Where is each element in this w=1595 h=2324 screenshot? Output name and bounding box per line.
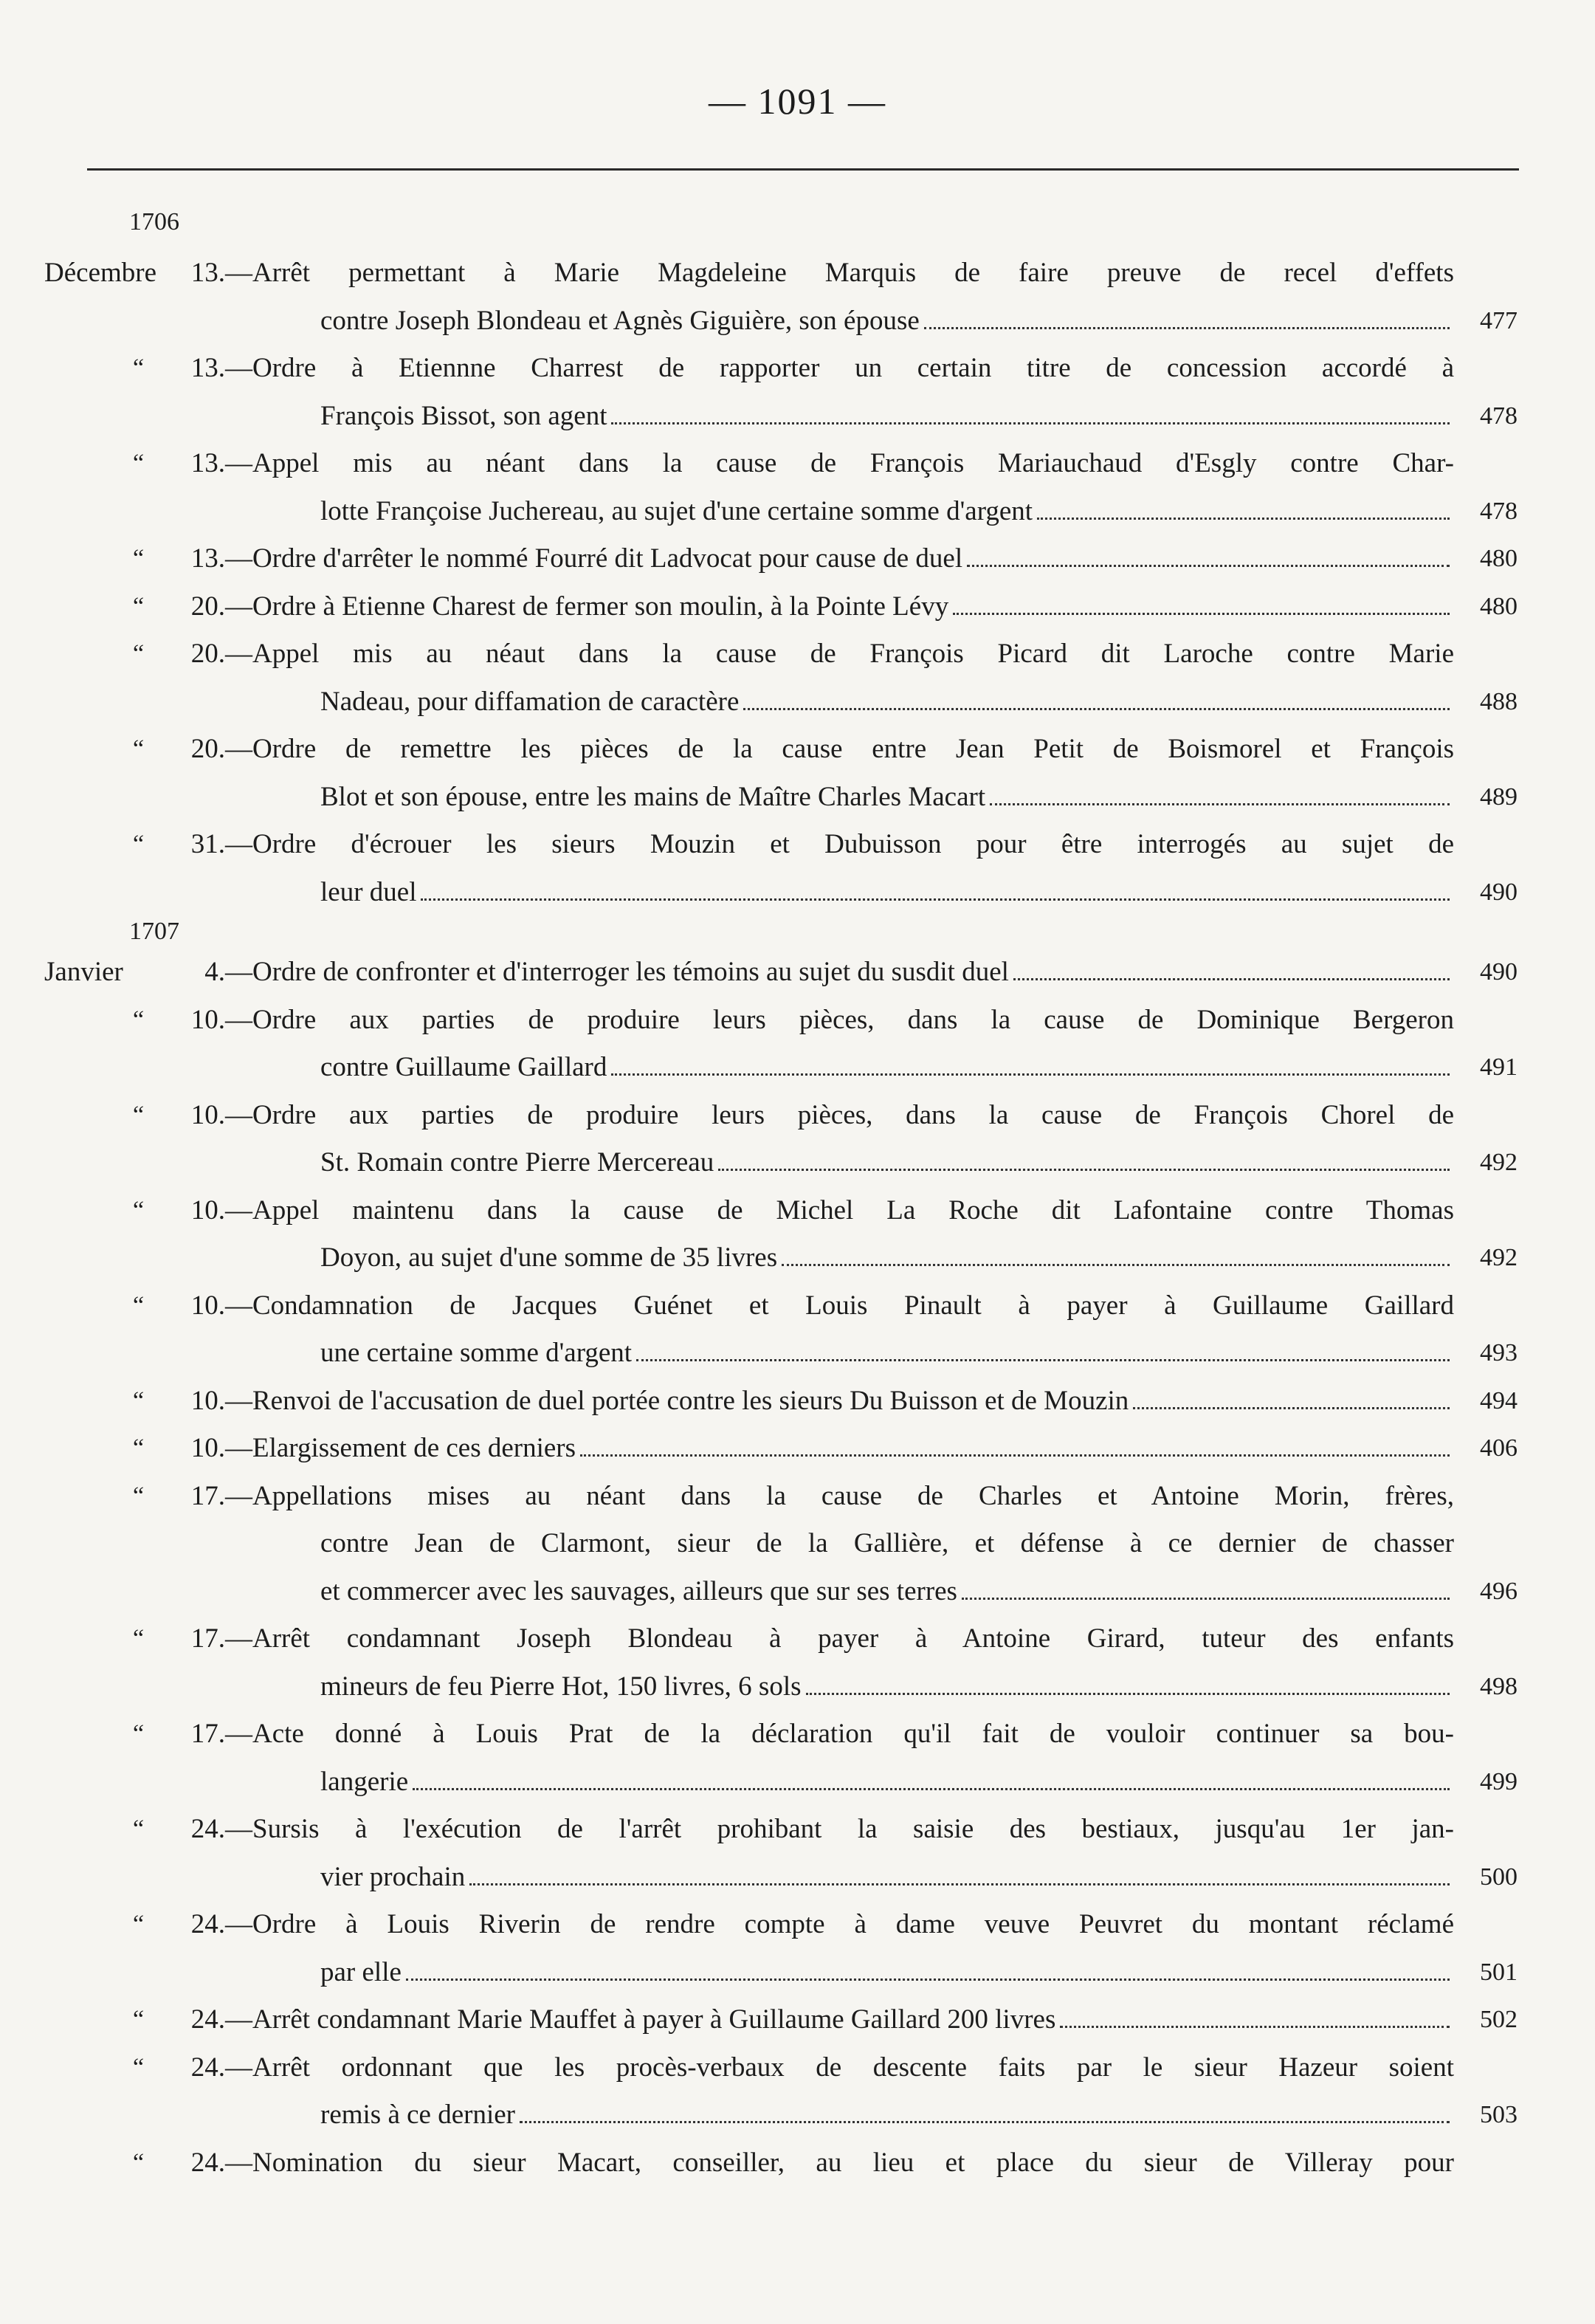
page-number: — 1091 — bbox=[709, 80, 886, 122]
entry-line bbox=[0, 537, 1595, 581]
dot-leader bbox=[718, 1169, 1450, 1171]
entry-month: Janvier bbox=[44, 957, 123, 987]
entry-text-leader bbox=[320, 1570, 1454, 1614]
entry-text-leader bbox=[225, 1426, 1454, 1471]
entry-line bbox=[0, 251, 1595, 295]
page-reference: 500 bbox=[1480, 1863, 1518, 1891]
entry-text: lotte Françoise Juchereau, au sujet d'une certaine somme d'argent bbox=[320, 495, 1033, 526]
ditto-mark: “ bbox=[133, 1482, 145, 1510]
entry-text-leader bbox=[320, 775, 1454, 819]
entry-text: Doyon, au sujet d'une somme de 35 livres bbox=[320, 1242, 778, 1273]
page-reference: 406 bbox=[1480, 1434, 1518, 1462]
page-reference: 503 bbox=[1480, 2101, 1518, 2128]
dot-leader bbox=[924, 327, 1450, 329]
page-reference: 492 bbox=[1480, 1149, 1518, 1176]
entry-text-leader bbox=[320, 1855, 1454, 1900]
entry-month: Décembre bbox=[44, 258, 157, 288]
entry-line bbox=[0, 1570, 1595, 1614]
entry-line bbox=[0, 822, 1595, 867]
entry-line bbox=[0, 998, 1595, 1042]
entry-line bbox=[0, 1045, 1595, 1090]
ditto-mark: “ bbox=[133, 1720, 145, 1747]
entry-text: St. Romain contre Pierre Mercereau bbox=[320, 1147, 714, 1178]
entry-text-leader bbox=[225, 950, 1454, 994]
entry-text: mineurs de feu Pierre Hot, 150 livres, 6 sols bbox=[320, 1671, 802, 1702]
entry-text: et commercer avec les sauvages, ailleurs que sur ses terres bbox=[320, 1575, 957, 1606]
entry-line bbox=[0, 1522, 1595, 1566]
entry-line bbox=[0, 950, 1595, 994]
dot-leader bbox=[1133, 1407, 1450, 1409]
entry-text-leader bbox=[320, 1331, 1454, 1375]
entry-line bbox=[0, 1855, 1595, 1900]
entry-line bbox=[0, 680, 1595, 724]
entry-text-leader bbox=[320, 1950, 1454, 1995]
ditto-mark: “ bbox=[133, 354, 145, 382]
entry-text: Nadeau, pour diffamation de caractère bbox=[320, 686, 740, 717]
header-rule bbox=[87, 168, 1519, 171]
entry-text-leader bbox=[320, 1760, 1454, 1804]
entry-line bbox=[0, 727, 1595, 771]
page-reference: 490 bbox=[1480, 958, 1518, 986]
page-reference: 498 bbox=[1480, 1672, 1518, 1700]
page-reference: 496 bbox=[1480, 1577, 1518, 1605]
entry-day: 10. bbox=[190, 1099, 225, 1130]
entry-text: —Ordre d'écrouer les sieurs Mouzin et Dubuisson pour être interrogés au sujet de bbox=[225, 829, 1454, 859]
entry-text-leader bbox=[320, 1141, 1454, 1185]
entry-line bbox=[0, 775, 1595, 819]
entry-line bbox=[0, 1760, 1595, 1804]
entry-text: —Ordre à Etienne Charest de fermer son moulin, à la Pointe Lévy bbox=[225, 591, 949, 622]
entry-text: —Sursis à l'exécution de l'arrêt prohibant la saisie des bestiaux, jusqu'au 1er jan- bbox=[225, 1814, 1454, 1844]
entry-day: 24. bbox=[190, 1814, 225, 1844]
year-label: 1706 bbox=[129, 208, 179, 236]
entry-line bbox=[0, 1284, 1595, 1328]
entry-day: 17. bbox=[190, 1480, 225, 1511]
entry-day: 24. bbox=[190, 2004, 225, 2035]
entry-text-leader bbox=[320, 489, 1454, 534]
dot-leader bbox=[1060, 2026, 1450, 2028]
ditto-mark: “ bbox=[133, 735, 145, 763]
entry-day: 31. bbox=[190, 829, 225, 859]
dot-leader bbox=[580, 1454, 1450, 1457]
dot-leader bbox=[611, 1073, 1450, 1076]
entry-text-leader bbox=[320, 299, 1454, 343]
page-reference: 480 bbox=[1480, 545, 1518, 572]
page-reference: 491 bbox=[1480, 1053, 1518, 1081]
page-reference: 494 bbox=[1480, 1386, 1518, 1414]
entry-line bbox=[0, 1236, 1595, 1280]
entry-text: François Bissot, son agent bbox=[320, 400, 607, 431]
dot-leader bbox=[520, 2121, 1450, 2123]
entry-text-leader bbox=[320, 2093, 1454, 2137]
page-reference: 490 bbox=[1480, 878, 1518, 906]
entry-day: 10. bbox=[190, 1433, 225, 1463]
entry-day: 20. bbox=[190, 591, 225, 622]
entry-line bbox=[0, 870, 1595, 915]
page-reference: 480 bbox=[1480, 592, 1518, 620]
dot-leader bbox=[806, 1693, 1450, 1695]
entry-text-leader bbox=[320, 394, 1454, 439]
dot-leader bbox=[611, 422, 1450, 424]
page-reference: 477 bbox=[1480, 306, 1518, 334]
entry-line bbox=[0, 299, 1595, 343]
entry-line bbox=[0, 1712, 1595, 1756]
entry-text: —Appellations mises au néant dans la cause de Charles et Antoine Morin, frères, bbox=[225, 1480, 1454, 1511]
ditto-mark: “ bbox=[133, 1911, 145, 1938]
dot-leader bbox=[962, 1598, 1450, 1600]
entry-text: —Condamnation de Jacques Guénet et Louis Pinault à payer à Guillaume Gaillard bbox=[225, 1290, 1454, 1321]
dot-leader bbox=[990, 803, 1450, 805]
ditto-mark: “ bbox=[133, 831, 145, 858]
ditto-mark: “ bbox=[133, 1101, 145, 1129]
entry-day: 10. bbox=[190, 1004, 225, 1035]
entry-text: une certaine somme d'argent bbox=[320, 1338, 633, 1368]
entry-text: —Ordre aux parties de produire leurs pièces, dans la cause de Dominique Bergeron bbox=[225, 1004, 1454, 1035]
dot-leader bbox=[406, 1979, 1450, 1981]
dot-leader bbox=[967, 565, 1450, 567]
page-reference: 492 bbox=[1480, 1244, 1518, 1271]
entry-text: —Ordre de remettre les pièces de la cause entre Jean Petit de Boismorel et François bbox=[225, 734, 1454, 764]
page-reference: 478 bbox=[1480, 497, 1518, 525]
entry-text: —Elargissement de ces derniers bbox=[225, 1433, 576, 1463]
entry-text: —Appel mis au néaut dans la cause de François Picard dit Laroche contre Marie bbox=[225, 639, 1454, 669]
entry-day: 17. bbox=[190, 1623, 225, 1654]
page-reference: 478 bbox=[1480, 402, 1518, 430]
entry-text: —Arrêt condamnant Marie Mauffet à payer à Guillaume Gaillard 200 livres bbox=[225, 2004, 1056, 2035]
entry-day: 10. bbox=[190, 1290, 225, 1321]
ditto-mark: “ bbox=[133, 2053, 145, 2081]
entry-day: 13. bbox=[190, 258, 225, 288]
entry-line bbox=[0, 1902, 1595, 1947]
entry-line bbox=[0, 1950, 1595, 1995]
entry-line bbox=[0, 1807, 1595, 1852]
entry-day: 13. bbox=[190, 448, 225, 478]
dot-leader bbox=[421, 898, 1450, 901]
dot-leader bbox=[782, 1264, 1450, 1266]
entry-line bbox=[0, 346, 1595, 391]
entry-day: 13. bbox=[190, 543, 225, 574]
entry-text: —Ordre de confronter et d'interroger les témoins au sujet du susdit duel bbox=[225, 957, 1009, 987]
ditto-mark: “ bbox=[133, 1815, 145, 1843]
entry-text: contre Guillaume Gaillard bbox=[320, 1052, 607, 1082]
entry-text: remis à ce dernier bbox=[320, 2100, 515, 2130]
entry-day: 20. bbox=[190, 639, 225, 669]
entry-text: —Ordre à Louis Riverin de rendre compte à dame veuve Peuvret du montant réclamé bbox=[225, 1909, 1454, 1939]
ditto-mark: “ bbox=[133, 1386, 145, 1414]
ditto-mark: “ bbox=[133, 1625, 145, 1652]
entry-line bbox=[0, 1331, 1595, 1375]
entry-text-leader bbox=[225, 1998, 1454, 2042]
dot-leader bbox=[636, 1359, 1450, 1361]
ditto-mark: “ bbox=[133, 592, 145, 620]
entry-line bbox=[0, 1998, 1595, 2042]
year-label: 1707 bbox=[129, 918, 179, 945]
entry-text: —Ordre à Etiennne Charrest de rapporter un certain titre de concession accordé à bbox=[225, 353, 1454, 383]
entry-text: —Nomination du sieur Macart, conseiller, au lieu et place du sieur de Villeray pour bbox=[225, 2147, 1454, 2178]
entry-line bbox=[0, 1474, 1595, 1519]
entry-day: 13. bbox=[190, 353, 225, 383]
dot-leader bbox=[1013, 978, 1450, 980]
entry-day: 20. bbox=[190, 734, 225, 764]
ditto-mark: “ bbox=[133, 545, 145, 572]
entry-line bbox=[0, 1189, 1595, 1233]
ditto-mark: “ bbox=[133, 1196, 145, 1224]
dot-leader bbox=[1037, 518, 1450, 520]
entry-day: 4. bbox=[204, 957, 225, 987]
ditto-mark: “ bbox=[133, 2148, 145, 2176]
entry-text-leader bbox=[225, 537, 1454, 581]
entry-line bbox=[0, 585, 1595, 629]
entry-text: —Arrêt ordonnant que les procès-verbaux de descente faits par le sieur Hazeur soient bbox=[225, 2052, 1454, 2083]
entry-text: —Renvoi de l'accusation de duel portée contre les sieurs Du Buisson et de Mouzin bbox=[225, 1385, 1129, 1416]
dot-leader bbox=[469, 1883, 1450, 1885]
entry-day: 10. bbox=[190, 1385, 225, 1416]
page-reference: 502 bbox=[1480, 2006, 1518, 2033]
page-reference: 489 bbox=[1480, 783, 1518, 811]
entry-text-leader bbox=[225, 585, 1454, 629]
entry-text-leader bbox=[320, 870, 1454, 915]
entry-line bbox=[0, 2046, 1595, 2090]
ditto-mark: “ bbox=[133, 640, 145, 667]
page-reference: 499 bbox=[1480, 1767, 1518, 1795]
entry-text-leader bbox=[320, 1236, 1454, 1280]
entry-day: 24. bbox=[190, 2147, 225, 2178]
entry-text: leur duel bbox=[320, 876, 417, 907]
entry-text: Blot et son épouse, entre les mains de Maître Charles Macart bbox=[320, 781, 986, 812]
dot-leader bbox=[953, 613, 1450, 615]
entry-day: 24. bbox=[190, 2052, 225, 2083]
entry-text: vier prochain bbox=[320, 1861, 466, 1892]
dot-leader bbox=[413, 1788, 1450, 1790]
entry-line bbox=[0, 1617, 1595, 1661]
ditto-mark: “ bbox=[133, 1434, 145, 1462]
entry-line bbox=[0, 1426, 1595, 1471]
entry-line bbox=[0, 394, 1595, 439]
entry-text: —Arrêt permettant à Marie Magdeleine Marquis de faire preuve de recel d'effets bbox=[225, 258, 1454, 288]
entry-line bbox=[0, 1379, 1595, 1423]
entry-line bbox=[0, 2093, 1595, 2137]
ditto-mark: “ bbox=[133, 1291, 145, 1319]
entry-text: —Appel maintenu dans la cause de Michel La Roche dit Lafontaine contre Thomas bbox=[225, 1194, 1454, 1225]
dot-leader bbox=[743, 708, 1450, 710]
entry-line bbox=[0, 1141, 1595, 1185]
entry-line bbox=[0, 2141, 1595, 2185]
entry-text-leader bbox=[225, 1379, 1454, 1423]
ditto-mark: “ bbox=[133, 1005, 145, 1034]
entry-text-leader bbox=[320, 1665, 1454, 1709]
entry-line bbox=[0, 632, 1595, 676]
entry-text: langerie bbox=[320, 1766, 409, 1797]
entry-day: 17. bbox=[190, 1719, 225, 1749]
page-reference: 493 bbox=[1480, 1339, 1518, 1366]
page-reference: 501 bbox=[1480, 1958, 1518, 1986]
entry-line bbox=[0, 1093, 1595, 1138]
entry-text: —Acte donné à Louis Prat de la déclaration qu'il fait de vouloir continuer sa bou- bbox=[225, 1719, 1454, 1749]
entry-text: —Ordre aux parties de produire leurs pièces, dans la cause de François Chorel de bbox=[225, 1099, 1454, 1130]
entry-text: par elle bbox=[320, 1956, 402, 1987]
ditto-mark: “ bbox=[133, 2006, 145, 2033]
ditto-mark: “ bbox=[133, 450, 145, 477]
entry-line bbox=[0, 441, 1595, 486]
entry-text-leader bbox=[320, 1045, 1454, 1090]
entry-text: —Arrêt condamnant Joseph Blondeau à payer à Antoine Girard, tuteur des enfants bbox=[225, 1623, 1454, 1654]
entry-text: —Appel mis au néant dans la cause de François Mariauchaud d'Esgly contre Char- bbox=[225, 448, 1454, 478]
entry-line bbox=[0, 489, 1595, 534]
entry-day: 24. bbox=[190, 1909, 225, 1939]
entry-text-leader bbox=[320, 680, 1454, 724]
entry-text: contre Joseph Blondeau et Agnès Giguière, son épouse bbox=[320, 305, 920, 336]
entry-day: 10. bbox=[190, 1194, 225, 1225]
entry-line bbox=[0, 1665, 1595, 1709]
page-reference: 488 bbox=[1480, 687, 1518, 715]
entry-text: —Ordre d'arrêter le nommé Fourré dit Ladvocat pour cause de duel bbox=[225, 543, 963, 574]
entry-text: contre Jean de Clarmont, sieur de la Gallière, et défense à ce dernier de chasser bbox=[320, 1528, 1454, 1558]
